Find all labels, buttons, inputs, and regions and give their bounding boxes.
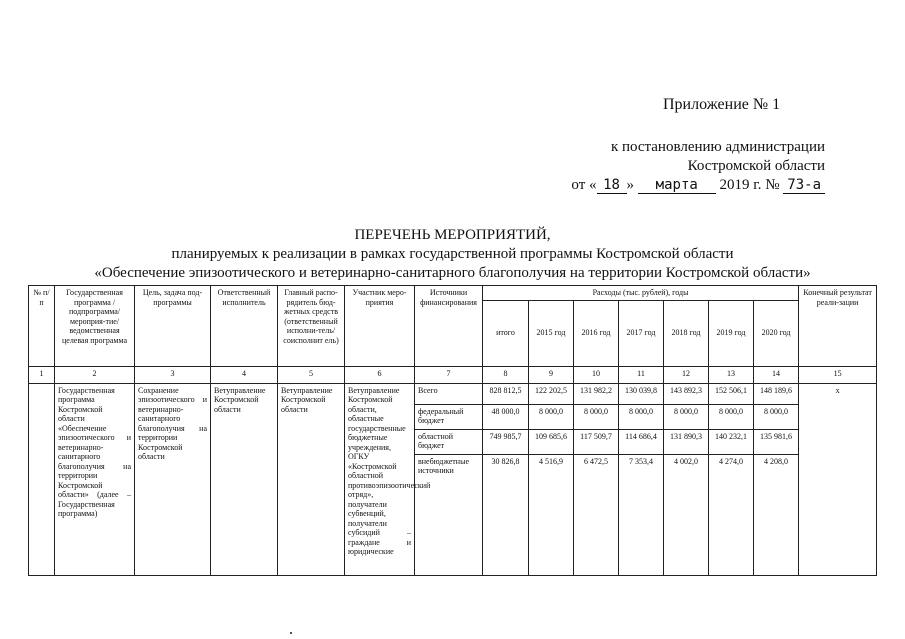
col-number: 5	[278, 366, 345, 383]
col-number: 15	[799, 366, 877, 383]
decree-date-line	[571, 176, 825, 195]
heading-title: ПЕРЕЧЕНЬ МЕРОПРИЯТИЙ,	[354, 227, 551, 243]
value-cell: 122 202,5	[529, 384, 573, 405]
header-responsible: Ответственный исполнитель	[211, 286, 278, 367]
value-cell: 6 472,5	[584, 456, 608, 466]
header-row	[29, 286, 877, 301]
value-cell: 4 516,9	[539, 456, 563, 466]
header-expenses: Расходы (тыс. рублей), годы	[483, 286, 799, 301]
row-program: Государственная программа Костромской области «Обеспечение эпизоотического и ветеринарно-санитарного благополучия на территории Костромской области» (далее – Государственная программа)	[55, 383, 135, 575]
value-cell: 7 353,4	[629, 456, 653, 466]
values-2019	[709, 383, 754, 575]
header-program: Государственная программа /подпрограмма/мероприя-тие/ведомственная целевая программа	[55, 286, 135, 367]
header-2015: 2015 год	[529, 300, 574, 366]
value-cell: 135 981,6	[754, 430, 798, 455]
value-cell: 8 000,0	[709, 405, 753, 430]
heading-subtitle: планируемых к реализации в рамках государственной программы Костромской области	[171, 246, 734, 262]
col-number: 9	[529, 366, 574, 383]
value-cell: 114 686,4	[619, 430, 663, 455]
value-cell: 143 892,3	[664, 384, 708, 405]
value-cell: 131 982,2	[574, 384, 618, 405]
header-2017: 2017 год	[619, 300, 664, 366]
row-result: х	[799, 383, 877, 575]
decree-quote: »	[626, 177, 634, 193]
col-number: 14	[754, 366, 799, 383]
decree-year: 2019 г. №	[719, 177, 780, 193]
col-number: 3	[135, 366, 211, 383]
values-2020	[754, 383, 799, 575]
col-number: 8	[483, 366, 529, 383]
value-cell: 749 985,7	[483, 430, 528, 455]
appendix-title: Приложение № 1	[663, 96, 781, 113]
col-number: 6	[345, 366, 415, 383]
col-number: 11	[619, 366, 664, 383]
heading-program-name: «Обеспечение эпизоотического и ветеринарно-санитарного благополучия на территории Костромской области»	[94, 265, 811, 281]
header-participant: Участник меро-приятия	[345, 286, 415, 367]
value-cell: 8 000,0	[754, 405, 798, 430]
header-sources: Источники финансирования	[415, 286, 483, 367]
row-sources	[415, 383, 483, 575]
header-admin: Главный распо-рядитель бюд-жетных средств (ответственный исполни-тель/соисполнит ель)	[278, 286, 345, 367]
row-num	[29, 383, 55, 575]
value-cell: 152 506,1	[709, 384, 753, 405]
col-number: 10	[574, 366, 619, 383]
values-2016	[574, 383, 619, 575]
source-regional: областной бюджет	[415, 430, 482, 455]
row-participant: Ветуправление Костромской области, областные государственные бюджетные учреждения, ОГКУ «Костромской областной противоэпизоотический отряд», получатели субвенций, получатели субсидий – граждане и юридические	[345, 383, 415, 575]
value-cell: 109 685,6	[529, 430, 573, 455]
row-responsible: Ветуправление Костромской области	[211, 383, 278, 575]
scan-speck	[290, 632, 292, 634]
value-cell: 140 232,1	[709, 430, 753, 455]
decree-line-1: к постановлению администрации	[610, 139, 825, 155]
value-cell: 828 812,5	[483, 384, 528, 405]
value-cell: 8 000,0	[619, 405, 663, 430]
col-number: 4	[211, 366, 278, 383]
decree-line-2: Костромской области	[687, 158, 825, 174]
col-number: 7	[415, 366, 483, 383]
col-number: 12	[664, 366, 709, 383]
values-2015	[529, 383, 574, 575]
value-cell: 30 826,8	[491, 456, 520, 466]
source-total: Всего	[415, 384, 482, 405]
col-number: 13	[709, 366, 754, 383]
value-cell: 4 002,0	[674, 456, 698, 466]
header-2019: 2019 год	[709, 300, 754, 366]
measures-table	[28, 285, 877, 576]
value-cell: 131 890,3	[664, 430, 708, 455]
source-federal: федеральный бюджет	[415, 405, 482, 430]
decree-prefix: от «	[571, 177, 597, 193]
header-2016: 2016 год	[574, 300, 619, 366]
header-2018: 2018 год	[664, 300, 709, 366]
decree-day: 18	[597, 178, 627, 194]
source-extrabudget: внебюджетные источники	[418, 456, 469, 475]
value-cell: 148 189,6	[754, 384, 798, 405]
col-number: 1	[29, 366, 55, 383]
row-goal: Сохранение эпизоотического и ветеринарно-санитарного благополучия на территории Костромской области	[135, 383, 211, 575]
values-total	[483, 383, 529, 575]
table-row	[29, 383, 877, 575]
value-cell: 4 208,0	[764, 456, 789, 466]
value-cell: 4 274,0	[719, 456, 743, 466]
header-goal: Цель, задача под-программы	[135, 286, 211, 367]
decree-month: марта	[638, 178, 716, 194]
header-2020: 2020 год	[754, 300, 799, 366]
value-cell: 8 000,0	[529, 405, 573, 430]
value-cell: 117 509,7	[574, 430, 618, 455]
decree-number: 73-а	[783, 178, 825, 194]
decree-reference	[571, 138, 825, 195]
value-cell: 8 000,0	[664, 405, 708, 430]
value-cell: 48 000,0	[483, 405, 528, 430]
value-cell: 130 039,8	[619, 384, 663, 405]
value-cell: 8 000,0	[574, 405, 618, 430]
values-2018	[664, 383, 709, 575]
header-result: Конечный результат реали-зации	[799, 286, 877, 367]
row-admin: Ветуправление Костромской области	[278, 383, 345, 575]
col-number: 2	[55, 366, 135, 383]
column-number-row	[29, 366, 877, 383]
values-2017	[619, 383, 664, 575]
header-total: итого	[483, 300, 529, 366]
document-heading	[0, 226, 905, 283]
header-num: № п/п	[29, 286, 55, 367]
